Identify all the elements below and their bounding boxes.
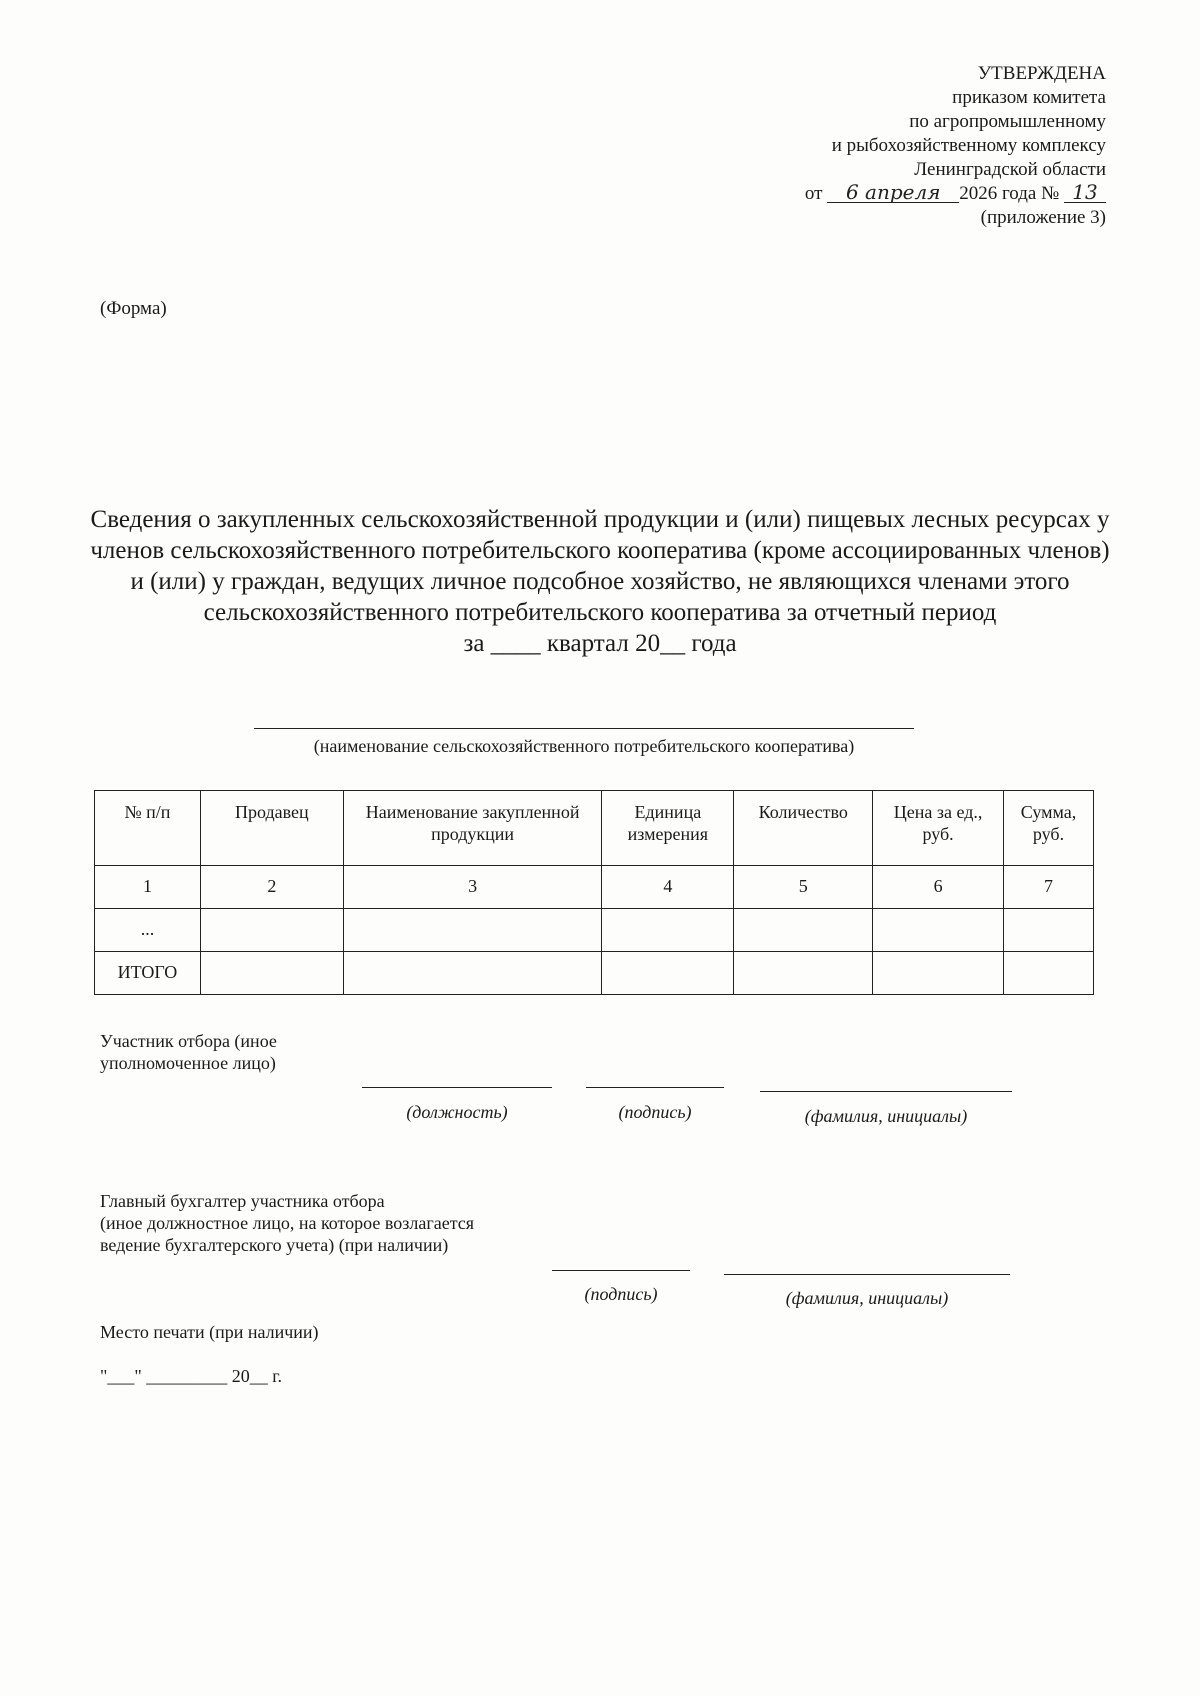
name-line — [760, 1091, 1012, 1092]
header-cell: Единица измерения — [602, 791, 734, 866]
table-row — [95, 909, 1094, 952]
table-total-row — [95, 952, 1094, 995]
header-cell: Продавец — [200, 791, 343, 866]
table-cell — [1004, 909, 1094, 952]
number-cell: 5 — [734, 866, 873, 909]
position-caption: (должность) — [406, 1102, 508, 1122]
handwritten-number: 13 — [1064, 182, 1106, 203]
coop-name-line — [254, 728, 914, 729]
number-cell: 2 — [200, 866, 343, 909]
stamp-place: Место печати (при наличии) — [100, 1322, 319, 1342]
handwritten-date: 6 апреля — [827, 182, 959, 203]
coop-name-caption: (наименование сельскохозяйственного потребительского кооператива) — [313, 736, 855, 756]
table-header-row — [95, 791, 1094, 866]
approval-line-3: и рыбохозяйственному комплексу — [831, 135, 1106, 156]
position-line — [362, 1087, 552, 1088]
participant-label — [100, 1030, 277, 1074]
document-title — [90, 504, 1110, 659]
approval-block — [805, 62, 1106, 230]
table-cell — [734, 952, 873, 995]
approval-line-4: Ленинградской области — [914, 159, 1106, 180]
approval-appendix: (приложение 3) — [980, 207, 1106, 228]
participant-label-line: Участник отбора (иное — [100, 1031, 277, 1051]
table-cell — [873, 909, 1004, 952]
header-cell: Наименование закупленной продукции — [343, 791, 602, 866]
approval-line-1: приказом комитета — [952, 87, 1106, 108]
number-cell: 7 — [1004, 866, 1094, 909]
table-cell — [734, 909, 873, 952]
number-cell: 1 — [95, 866, 201, 909]
accountant-label-line: Главный бухгалтер участника отбора — [100, 1191, 385, 1211]
date-line: "___" _________ 20__ г. — [100, 1366, 283, 1386]
accountant-name-caption: (фамилия, инициалы) — [785, 1288, 949, 1308]
table-cell — [873, 952, 1004, 995]
approval-date-line — [805, 182, 1106, 206]
accountant-name-line — [724, 1274, 1010, 1275]
table-cell — [343, 952, 602, 995]
name-caption: (фамилия, инициалы) — [804, 1106, 968, 1126]
table-number-row — [95, 866, 1094, 909]
table-cell — [602, 909, 734, 952]
form-label: (Форма) — [100, 298, 167, 319]
participant-label-line: уполномоченное лицо) — [100, 1053, 276, 1073]
header-cell: Сумма, руб. — [1004, 791, 1094, 866]
header-cell: Количество — [734, 791, 873, 866]
accountant-label — [100, 1190, 474, 1256]
header-cell: № п/п — [95, 791, 201, 866]
table-cell — [200, 909, 343, 952]
title-period: за ____ квартал 20__ года — [463, 630, 737, 657]
table-cell — [200, 952, 343, 995]
total-label-cell: ИТОГО — [95, 952, 201, 995]
table-cell — [343, 909, 602, 952]
table-cell — [1004, 952, 1094, 995]
title-text: Сведения о закупленных сельскохозяйственной продукции и (или) пищевых лесных ресурсах у членов сельскохозяйственного потребительского кооператива (кроме ассоциированных членов) и (или) у граждан, ведущих личное подсобное хозяйство, не являющихся членами этого сельскохозяйственного потребительского кооператива за отчетный период — [90, 506, 1110, 626]
approval-line-2: по агропромышленному — [909, 111, 1106, 132]
accountant-signature-caption: (подпись) — [584, 1284, 658, 1304]
signature-line — [586, 1087, 724, 1088]
purchases-table — [94, 790, 1094, 995]
date-suffix: 2026 года № — [959, 183, 1060, 204]
date-prefix: от — [804, 183, 823, 204]
table-cell — [602, 952, 734, 995]
number-cell: 6 — [873, 866, 1004, 909]
accountant-label-line: (иное должностное лицо, на которое возлагается — [100, 1213, 475, 1233]
number-cell: 3 — [343, 866, 602, 909]
header-cell: Цена за ед., руб. — [873, 791, 1004, 866]
signature-caption: (подпись) — [618, 1102, 692, 1122]
number-cell: 4 — [602, 866, 734, 909]
ellipsis-cell: ... — [95, 909, 201, 952]
accountant-signature-line — [552, 1270, 690, 1271]
approval-title: УТВЕРЖДЕНА — [977, 63, 1106, 84]
accountant-label-line: ведение бухгалтерского учета) (при наличии) — [100, 1235, 449, 1255]
